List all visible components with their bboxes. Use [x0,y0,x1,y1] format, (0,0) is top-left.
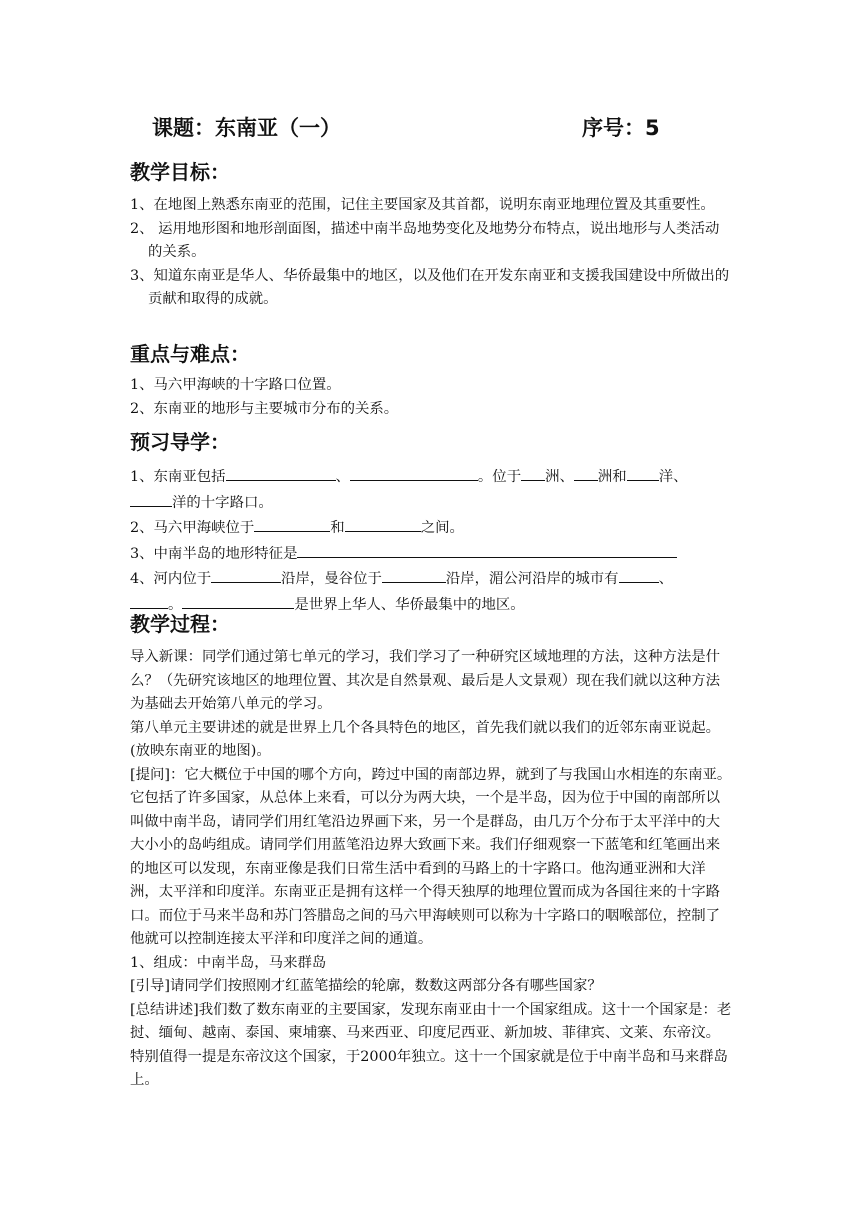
fill-blank[interactable] [574,464,598,481]
fill-blank[interactable] [254,515,330,532]
preview-question-1: 1、东南亚包括 、 。位于 洲、 洲和 洋、 洋的十字路口。 [130,464,732,515]
fill-blank[interactable] [130,490,172,507]
fill-blank[interactable] [130,592,168,609]
key-points-list [130,374,732,421]
preview-question-2: 2、马六甲海峡位于 和 之间。 [130,515,732,541]
lesson-title: 课题：东南亚（一） [152,116,341,140]
preview-question-4: 4、河内位于 沿岸，曼谷位于 沿岸，湄公河沿岸的城市有 、 。 是世界上华人、华侨最集中的地区。 [130,566,732,617]
fill-blank[interactable] [382,566,446,583]
process-paragraph: 第八单元主要讲述的就是世界上几个各具特色的地区，首先我们就以我们的近邻东南亚说起。(放映东南亚的地图)。 [130,719,721,759]
process-paragraph: [引导]请同学们按照刚才红蓝笔描绘的轮廓，数数这两部分各有哪些国家？ [130,978,602,994]
process-paragraph: [提问]：它大概位于中国的哪个方向，跨过中国的南部边界，就到了与我国山水相连的东南亚。它包括了许多国家，从总体上来看，可以分为两大块，一个是半岛，因为位于中国的南部所以叫做中南半岛，请同学们用红笔沿边界画下来，另一个是群岛，由几万个分布于太平洋中的大大小小的岛屿组成。请同学们用蓝笔沿边界大致画下来。我们仔细观察一下蓝笔和红笔画出来的地区可以发现，东南亚像是我们日常生活中看到的马路上的十字路口。他沟通亚洲和大洋洲，太平洋和印度洋。东南亚正是拥有这样一个得天独厚的地理位置而成为各国往来的十字路口。而位于马来半岛和苏门答腊岛之间的马六甲海峡则可以称为十字路口的咽喉部位，控制了他就可以控制连接太平洋和印度洋之间的通道。 [130,766,732,947]
fill-blank[interactable] [521,464,545,481]
fill-blank[interactable] [211,566,281,583]
fill-blank[interactable] [345,515,421,532]
goal-item: 2、 运用地形图和地形剖面图，描述中南半岛地势变化及地势分布特点，说出地形与人类活动的关系。 [130,220,720,260]
fill-blank[interactable] [350,464,478,481]
fill-blank[interactable] [627,464,659,481]
preview-question-3: 3、中南半岛的地形特征是 [130,541,732,567]
goal-item: 3、知道东南亚是华人、华侨最集中的地区，以及他们在开发东南亚和支援我国建设中所做出的贡献和取得的成就。 [130,267,730,307]
fill-blank[interactable] [182,592,294,609]
process-text [130,646,732,1093]
preview-heading: 预习导学： [130,430,230,454]
key-points-heading: 重点与难点： [130,342,250,366]
process-paragraph: 1、组成：中南半岛，马来群岛 [130,954,327,971]
preview-questions [130,464,732,617]
process-heading: 教学过程： [130,612,230,636]
goal-item: 1、在地图上熟悉东南亚的范围，记住主要国家及其首都，说明东南亚地理位置及其重要性。 [130,197,715,213]
fill-blank[interactable] [226,464,336,481]
key-point-item: 2、东南亚的地形与主要城市分布的关系。 [130,400,399,417]
fill-blank[interactable] [619,566,659,583]
goals-list [130,194,732,312]
process-paragraph: [总结讲述]我们数了数东南亚的主要国家，发现东南亚由十一个国家组成。这十一个国家是：老挝、缅甸、越南、泰国、柬埔寨、马来西亚、印度尼西亚、新加坡、菲律宾、文莱、东帝汶。特别值得一提是东帝汶这个国家，于2000年独立。这十一个国家就是位于中南半岛和马来群岛上。 [130,1001,732,1088]
process-paragraph: 导入新课：同学们通过第七单元的学习，我们学习了一种研究区域地理的方法，这种方法是什么？（先研究该地区的地理位置、其次是自然景观、最后是人文景观）现在我们就以这种方法为基础去开始第八单元的学习。 [130,649,721,712]
goals-heading: 教学目标： [130,160,230,184]
fill-blank[interactable] [297,541,677,558]
title-row [152,112,712,144]
key-point-item: 1、马六甲海峡的十字路口位置。 [130,377,341,393]
serial-number: 序号：5 [582,116,660,140]
